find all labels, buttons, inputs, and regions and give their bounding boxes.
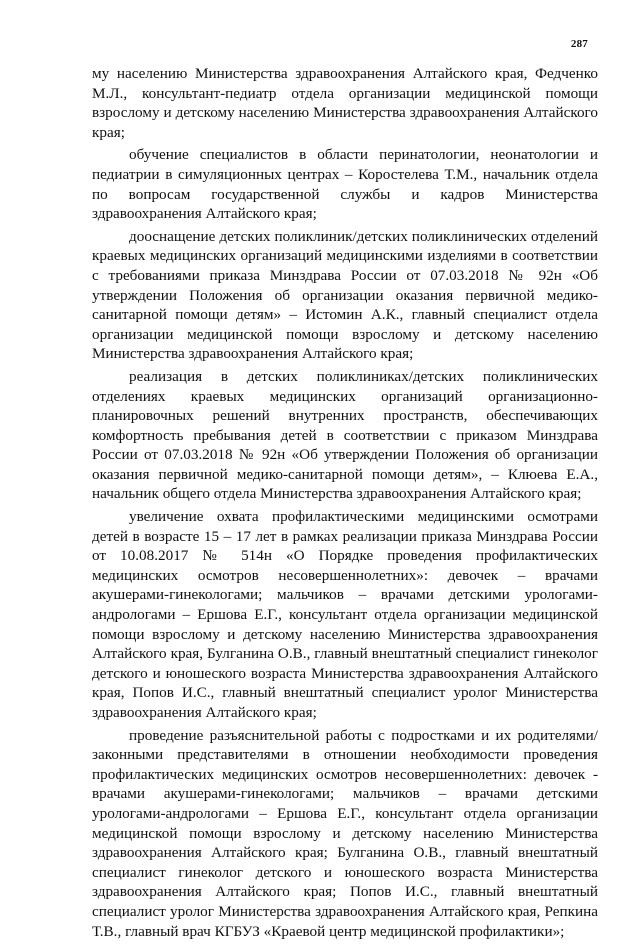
paragraph-equipping-polyclinics: дооснащение детских поликлиник/детских поликлинических отделений краевых медицинских организаций медицинскими изделиями в соответствии с требованиями приказа Минздрава России от 07.03.2018 № 92н «Об утверждении Положения об организации оказания первичной медико-санитарной помощи детям» – Истомин А.К., главный специалист отдела организации медицинской помощи взрослому и детскому населению Министерства здравоохранения Алтайского края; (92, 227, 598, 363)
document-body (92, 64, 598, 944)
paragraph-training-specialists: обучение специалистов в области перинатологии, неонатологии и педиатрии в симуляционных центрах – Коростелева Т.М., начальник отдела по вопросам государственной службы и кадров Министерства здравоохранения Алтайского края; (92, 146, 598, 223)
paragraph-continuation: му населению Министерства здравоохранения Алтайского края, Федченко М.Л., консультант-педиатр отдела организации медицинской помощи взрослому и детскому населению Министерства здравоохранения Алтайского края; (92, 65, 598, 141)
page-number: 287 (570, 38, 588, 50)
paragraph-preventive-exams-coverage: увеличение охвата профилактическими медицинскими осмотрами детей в возрасте 15 – 17 лет в рамках реализации приказа Минздрава России от 10.08.2017 № 514н «О Порядке проведения профилактических медицинских осмотров несовершеннолетних»: девочек – врачами акушерами-гинекологами; мальчиков – врачами детскими урологами-андрологами – Ершова Е.Г., консультант отдела организации медицинской помощи взрослому и детскому населению Министерства здравоохранения Алтайского края, Булганина О.В., главный внештатный специалист гинеколог детского и юношеского возраста Министерства здравоохранения Алтайского края, Попов И.С., главный внештатный специалист уролог Министерства здравоохранения Алтайского края; (92, 508, 598, 721)
paragraph-explanatory-work: проведение разъяснительной работы с подростками и их родителями/законными представителями в отношении необходимости проведения профилактических медицинских осмотров несовершеннолетних: девочек - врачами акушерами-гинекологами; мальчиков – врачами детскими урологами-андрологами – Ершова Е.Г., консультант отдела организации медицинской помощи взрослому и детскому населению Министерства здравоохранения Алтайского края; Булганина О.В., главный внештатный специалист гинеколог детского и юношеского возраста Министерства здравоохранения Алтайского края; Попов И.С., главный внештатный специалист уролог Министерства здравоохранения Алтайского края, Репкина Т.В., главный врач КГБУЗ «Краевой центр медицинской профилактики»; (92, 726, 598, 940)
paragraph-space-planning: реализация в детских поликлиниках/детских поликлинических отделениях краевых медицинских организаций организационно-планировочных решений внутренних пространств, обеспечивающих комфортность пребывания детей в соответствии с приказом Минздрава России от 07.03.2018 № 92н «Об утверждении Положения об организации оказания первичной медико-санитарной помощи детям», – Клюева Е.А., начальник общего отдела Министерства здравоохранения Алтайского края; (92, 367, 598, 503)
